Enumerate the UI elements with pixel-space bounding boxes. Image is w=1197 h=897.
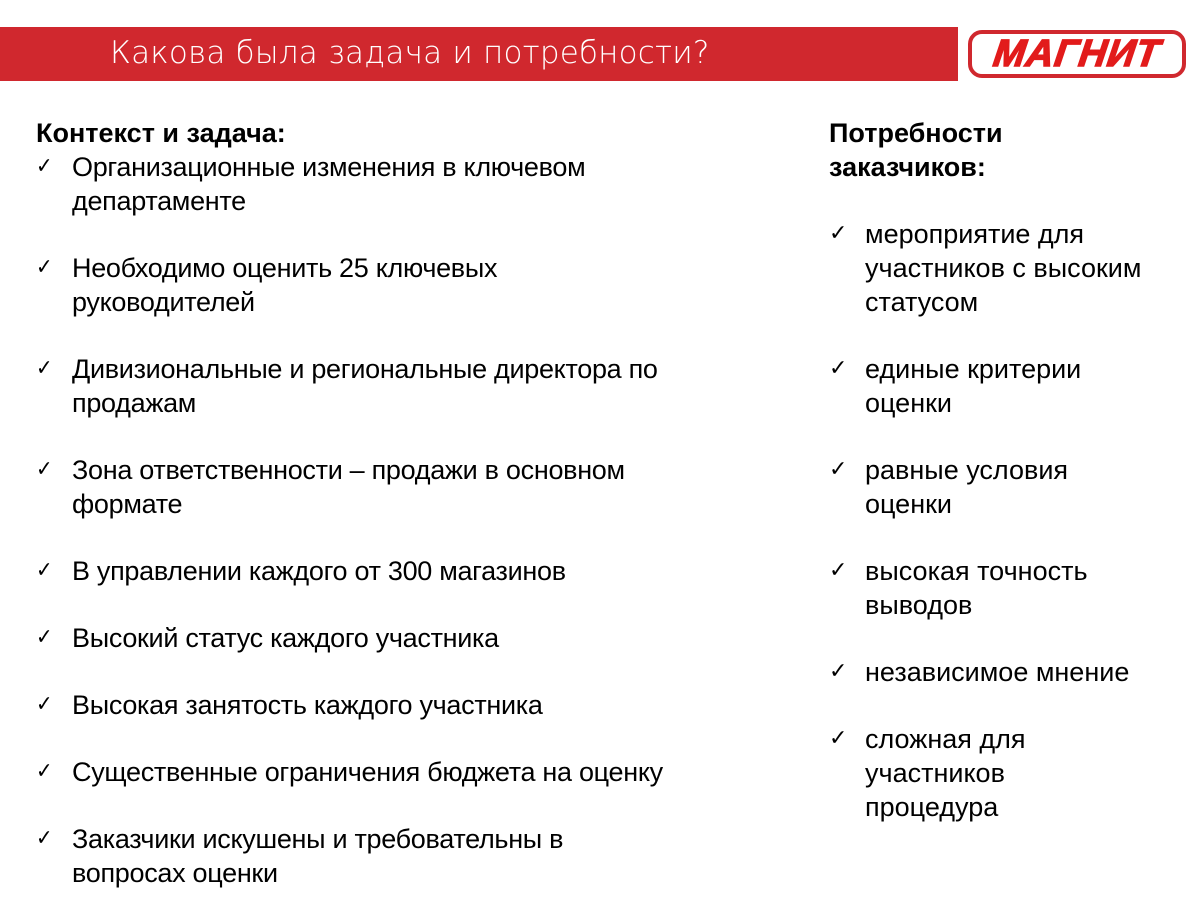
list-item: ✓ Существенные ограничения бюджета на оценку bbox=[36, 757, 663, 787]
context-section bbox=[36, 116, 796, 890]
list-item: ✓ Высокий статус каждого участника bbox=[36, 623, 499, 653]
checkmark-icon: ✓ bbox=[36, 692, 53, 717]
list-item: ✓ независимое мнение bbox=[829, 657, 1130, 687]
list-item: ✓ равные условия оценки bbox=[829, 455, 1069, 519]
checkmark-icon: ✓ bbox=[36, 558, 53, 583]
slide-title: Какова была задача и потребности? bbox=[110, 35, 710, 71]
checkmark-icon: ✓ bbox=[36, 826, 53, 851]
needs-heading: Потребности заказчиков: bbox=[829, 118, 1003, 182]
checkmark-icon: ✓ bbox=[829, 457, 848, 482]
context-heading: Контекст и задача: bbox=[36, 118, 286, 148]
checkmark-icon: ✓ bbox=[36, 356, 53, 381]
list-item: ✓ Организационные изменения в ключевом департаменте bbox=[36, 152, 586, 216]
checkmark-icon: ✓ bbox=[36, 625, 53, 650]
list-item: ✓ Необходимо оценить 25 ключевых руководителей bbox=[36, 253, 498, 317]
needs-list bbox=[829, 217, 1189, 824]
checkmark-icon: ✓ bbox=[829, 726, 848, 751]
list-item: ✓ сложная для участников процедура bbox=[829, 724, 1026, 822]
magnit-logo bbox=[968, 30, 1186, 78]
checkmark-icon: ✓ bbox=[36, 255, 53, 280]
context-list bbox=[36, 150, 796, 890]
list-item: ✓ Заказчики искушены и требовательны в вопросах оценки bbox=[36, 824, 564, 888]
list-item: ✓ Зона ответственности – продажи в основном формате bbox=[36, 455, 625, 519]
checkmark-icon: ✓ bbox=[829, 558, 848, 583]
list-item: ✓ мероприятие для участников с высоким статусом bbox=[829, 219, 1142, 317]
title-banner bbox=[0, 27, 958, 81]
checkmark-icon: ✓ bbox=[829, 659, 848, 684]
checkmark-icon: ✓ bbox=[36, 154, 53, 179]
needs-section bbox=[829, 116, 1189, 824]
list-item: ✓ В управлении каждого от 300 магазинов bbox=[36, 556, 566, 586]
list-item: ✓ высокая точность выводов bbox=[829, 556, 1088, 620]
checkmark-icon: ✓ bbox=[829, 356, 848, 381]
checkmark-icon: ✓ bbox=[36, 759, 53, 784]
checkmark-icon: ✓ bbox=[829, 221, 848, 246]
logo-text: МАГНИТ bbox=[990, 33, 1164, 75]
list-item: ✓ Высокая занятость каждого участника bbox=[36, 690, 543, 720]
list-item: ✓ единые критерии оценки bbox=[829, 354, 1082, 418]
checkmark-icon: ✓ bbox=[36, 457, 53, 482]
list-item: ✓ Дивизиональные и региональные директора по продажам bbox=[36, 354, 658, 418]
